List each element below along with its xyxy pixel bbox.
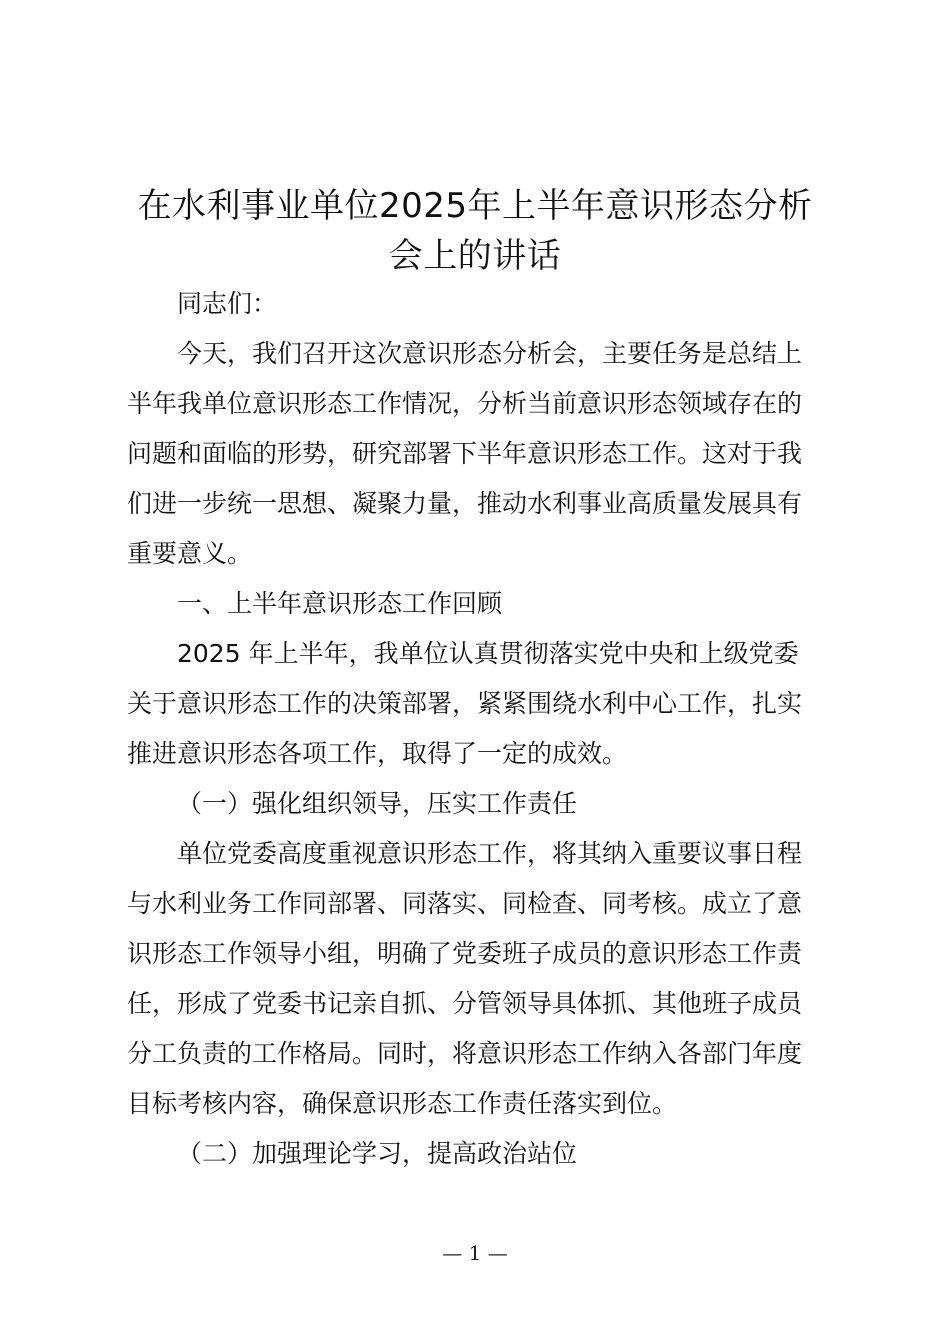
salutation: 同志们： [177, 289, 278, 318]
paragraph-line: 任，形成了党委书记亲自抓、分管领导具体抓、其他班子成员 [127, 989, 803, 1018]
document-title-line-2: 会上的讲话 [388, 236, 562, 276]
paragraph-line: 单位党委高度重视意识形态工作，将其纳入重要议事日程 [177, 839, 803, 868]
paragraph-line: 们进一步统一思想、凝聚力量，推动水利事业高质量发展具有 [127, 489, 803, 518]
paragraph-line: 重要意义。 [127, 539, 253, 568]
paragraph-line: 推进意识形态各项工作，取得了一定的成效。 [127, 739, 628, 768]
paragraph-line: 关于意识形态工作的决策部署，紧紧围绕水利中心工作，扎实 [127, 689, 803, 718]
paragraph-line: 2025 年上半年，我单位认真贯彻落实党中央和上级党委 [177, 639, 799, 668]
paragraph-line: 今天，我们召开这次意识形态分析会，主要任务是总结上 [177, 339, 803, 368]
paragraph-line: 问题和面临的形势，研究部署下半年意识形态工作。这对于我 [127, 439, 803, 468]
paragraph-line: 分工负责的工作格局。同时，将意识形态工作纳入各部门年度 [127, 1039, 803, 1068]
paragraph-line: 半年我单位意识形态工作情况，分析当前意识形态领域存在的 [127, 389, 803, 418]
paragraph-line: 目标考核内容，确保意识形态工作责任落实到位。 [127, 1089, 678, 1118]
subsection-heading: （二）加强理论学习，提高政治站位 [177, 1139, 578, 1168]
paragraph-line: 识形态工作领导小组，明确了党委班子成员的意识形态工作责 [127, 939, 803, 968]
page-number: — 1 — [442, 1241, 508, 1265]
section-heading: 一、上半年意识形态工作回顾 [177, 589, 503, 618]
paragraph-line: 与水利业务工作同部署、同落实、同检查、同考核。成立了意 [127, 889, 803, 918]
subsection-heading: （一）强化组织领导，压实工作责任 [177, 789, 578, 818]
document-title-line-1: 在水利事业单位2025年上半年意识形态分析 [137, 186, 813, 226]
